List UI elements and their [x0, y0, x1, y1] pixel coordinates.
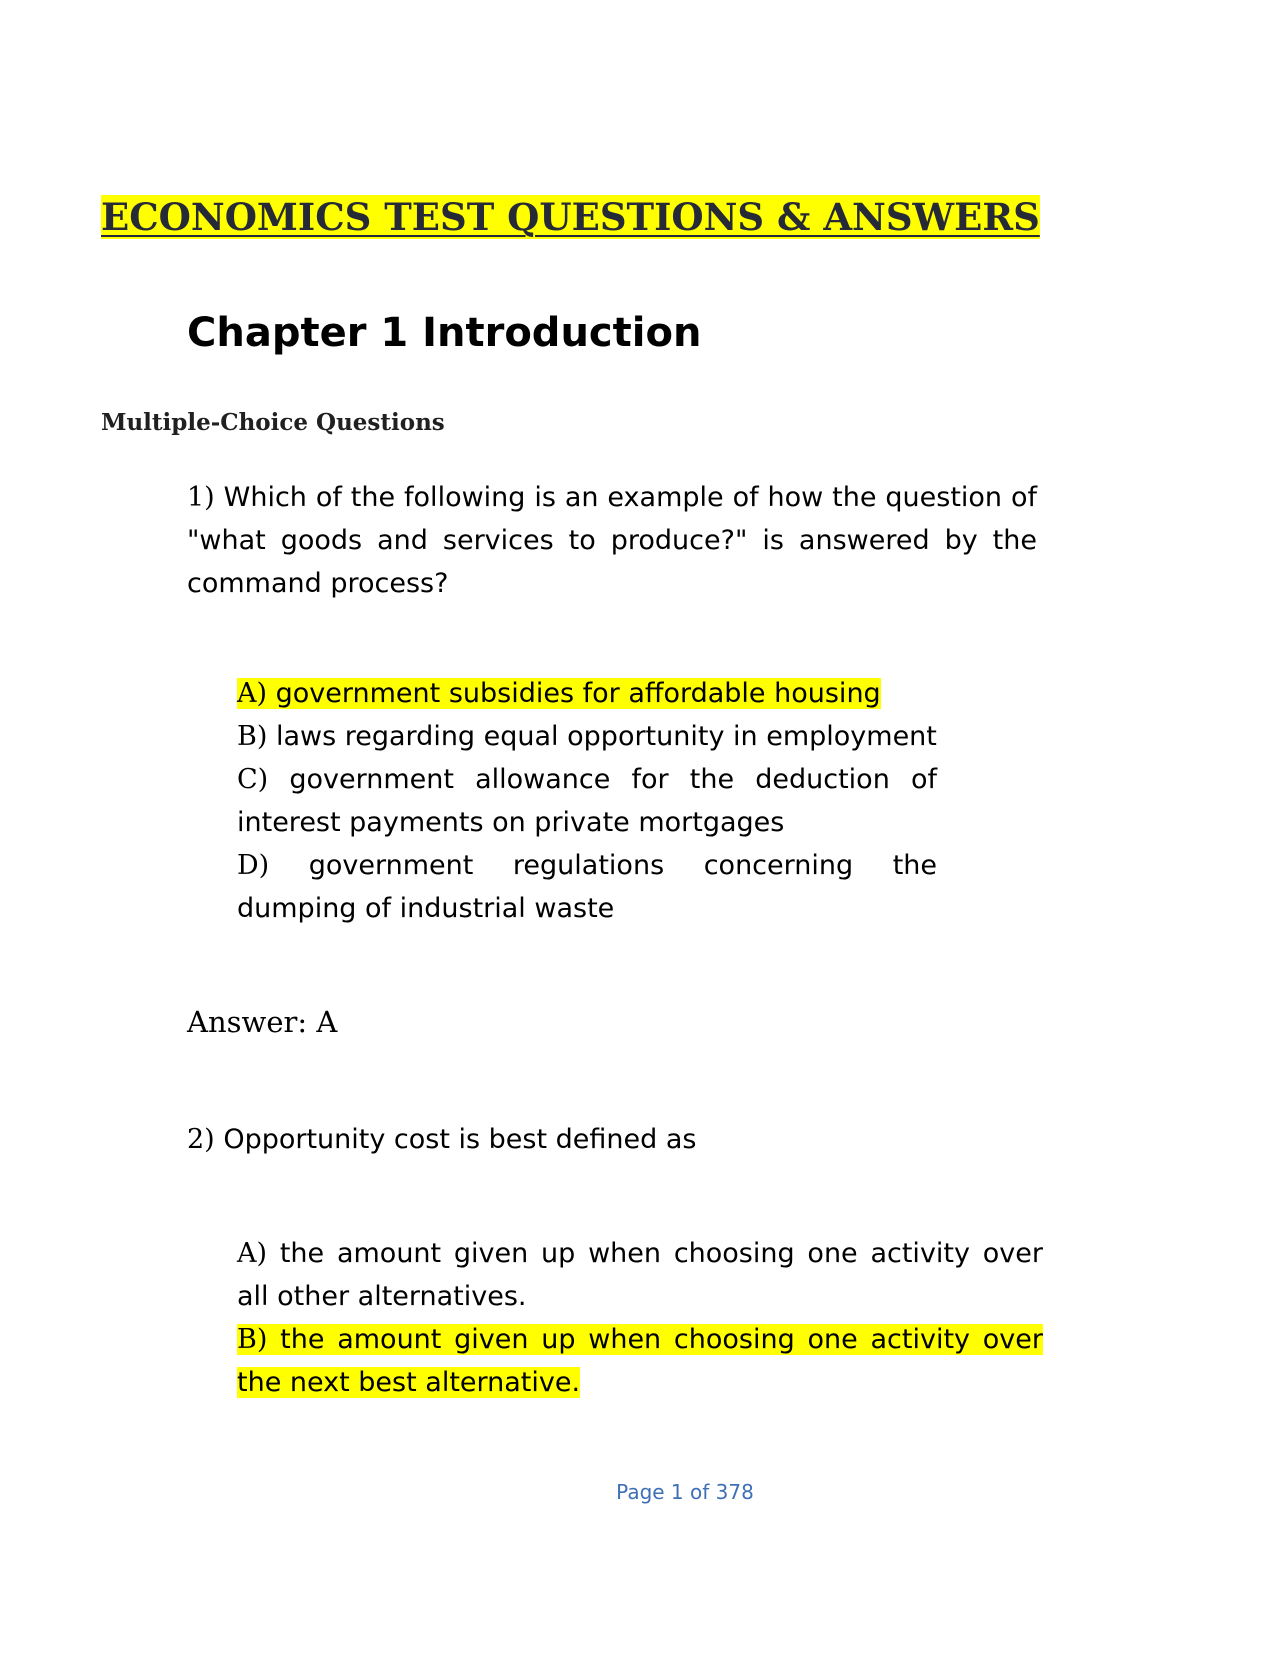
- option-text: government subsidies for affordable housing: [275, 678, 881, 709]
- option-text: the amount given up when choosing one activity over all other alternatives.: [237, 1238, 1043, 1312]
- option-letter: D): [237, 850, 270, 881]
- option-letter: A): [237, 678, 268, 709]
- option-list-item: [237, 1318, 1043, 1404]
- option-text: laws regarding equal opportunity in employment: [275, 721, 937, 752]
- question-1-number: 1): [187, 482, 215, 513]
- option-text: government allowance for the deduction of interest payments on private mortgages: [237, 764, 937, 838]
- document-title-text: ECONOMICS TEST QUESTIONS & ANSWERS: [101, 195, 1040, 239]
- chapter-title: Chapter 1 Introduction: [187, 310, 702, 356]
- option-letter: A): [237, 1238, 268, 1269]
- option-list-item: [237, 715, 937, 758]
- option-letter: C): [237, 764, 269, 795]
- option-list-item: [237, 672, 937, 715]
- option-list-item: [237, 758, 937, 844]
- option-letter: B): [237, 721, 268, 752]
- option-text: the amount given up when choosing one activity over the next best alternative.: [237, 1324, 1043, 1398]
- question-2-options: [237, 1232, 1043, 1404]
- question-2-text: Opportunity cost is best defined as: [223, 1124, 697, 1155]
- option-list-item: [237, 844, 937, 930]
- option-list-item: [237, 1232, 1043, 1318]
- option-text: government regulations concerning the dumping of industrial waste: [237, 850, 937, 924]
- question-2: [187, 1118, 1037, 1161]
- option-2b-highlight: [237, 1324, 1043, 1398]
- question-2-number: 2): [187, 1124, 215, 1155]
- document-title: [101, 192, 1040, 242]
- option-letter: B): [237, 1324, 268, 1355]
- question-1-answer: Answer: A: [187, 1005, 338, 1039]
- section-heading: Multiple-Choice Questions: [101, 409, 445, 436]
- question-1: [187, 476, 1037, 605]
- page-number: Page 1 of 378: [616, 1480, 754, 1504]
- question-1-text: Which of the following is an example of how the question of "what goods and services to produce?" is answered by the command process?: [187, 482, 1037, 599]
- option-1a-highlight: [237, 678, 881, 709]
- page-footer: [0, 1478, 1280, 1506]
- question-1-options: [237, 672, 937, 930]
